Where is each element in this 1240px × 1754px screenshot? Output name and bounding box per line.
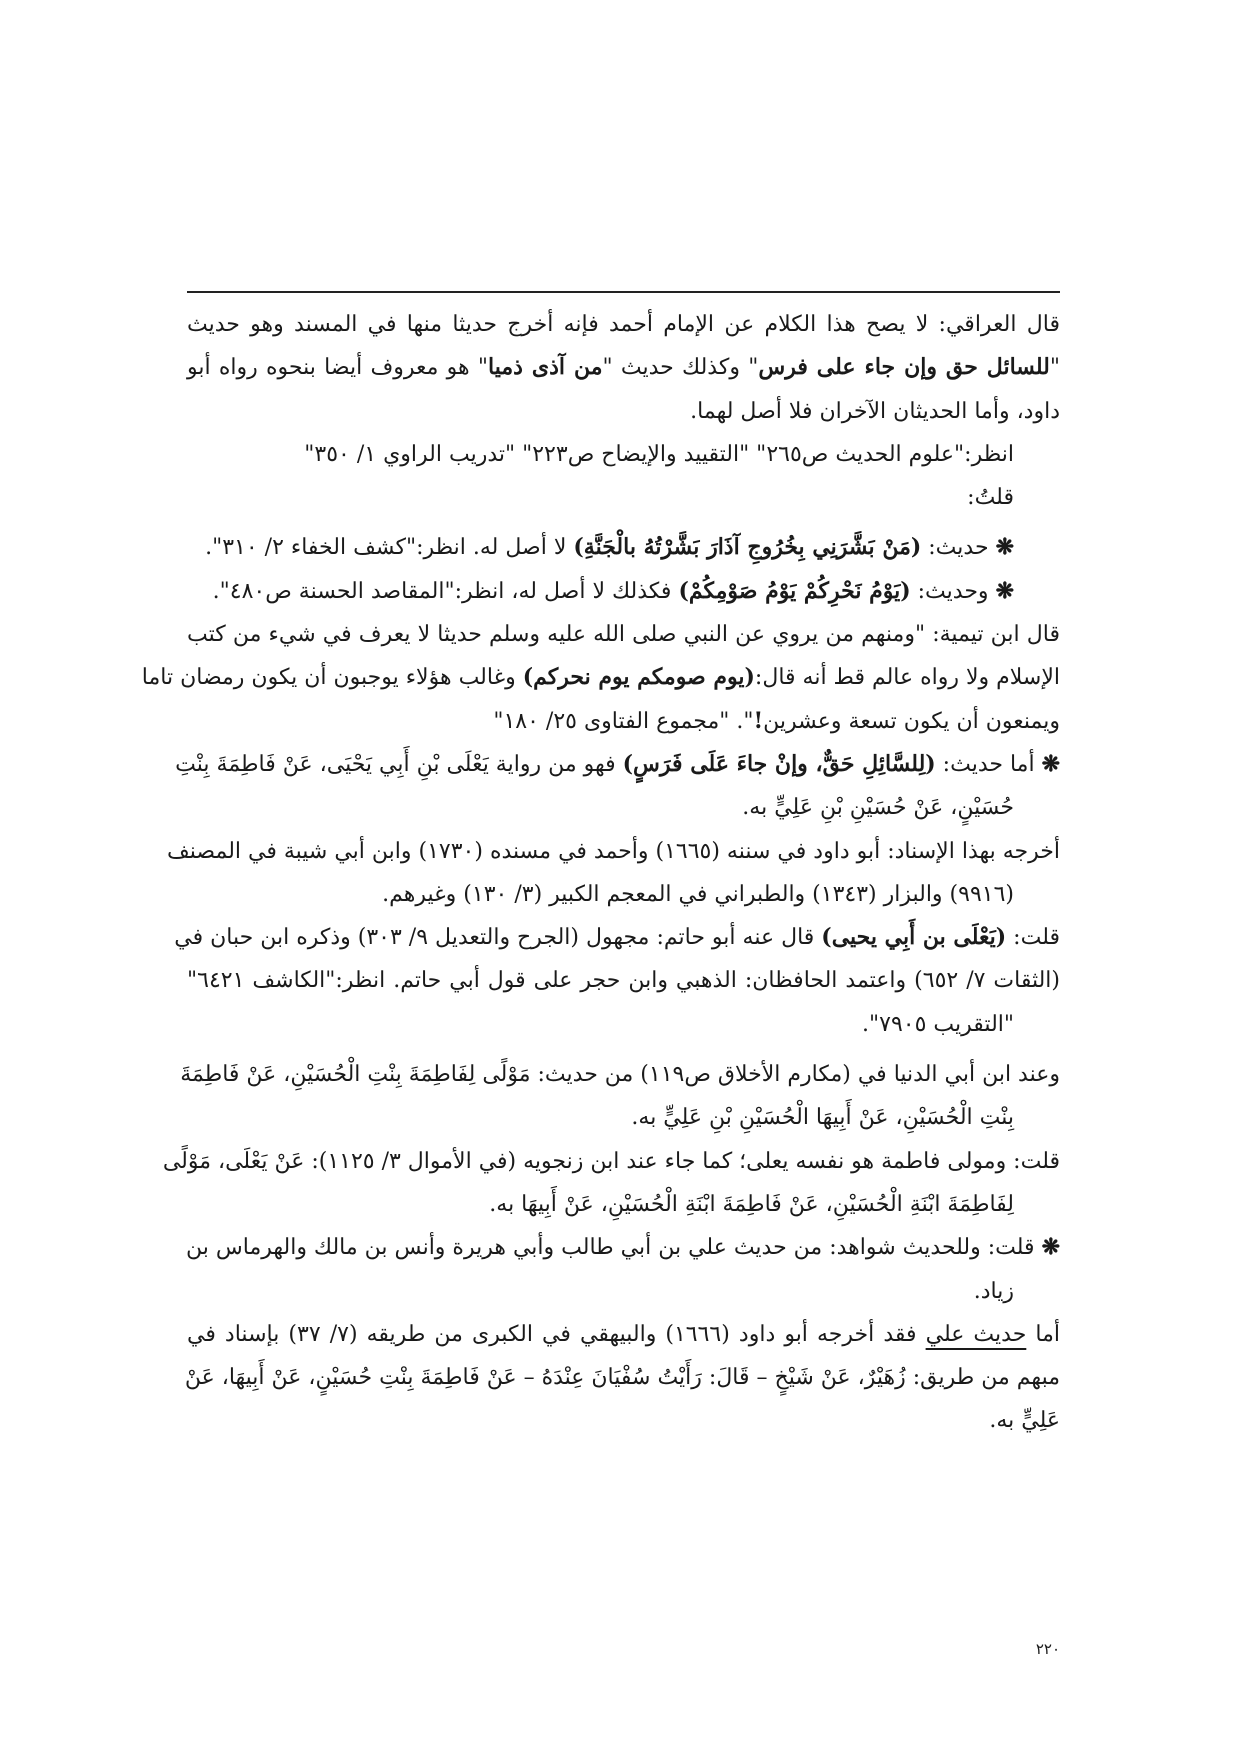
asterism-icon: ❋ [1041, 1234, 1060, 1261]
text-line: ❋ حديث: (مَنْ بَشَّرَنِي بِخُرُوجِ آذَارَ بَشَّرْتُهُ بالْجَنَّةِ) لا أصل له. انظر:"كشف الخفاء ٢/ ٣١٠". [205, 534, 1014, 561]
text-line: ويمنعون أن يكون تسعة وعشرين!". "مجموع الفتاوى ٢٥/ ١٨٠" [493, 707, 1060, 734]
text-line: قلت: ومولى فاطمة هو نفسه يعلى؛ كما جاء عند ابن زنجويه (في الأموال ٣/ ١١٢٥): عَنْ يَعْلَى، مَوْلًى [162, 1148, 1060, 1174]
text-line: داود، وأما الحديثان الآخران فلا أصل لهما. [690, 398, 1060, 424]
text-line: قال ابن تيمية: "ومنهم من يروي عن النبي صلى الله عليه وسلم حديثا لا يعرف في شيء من كتب [187, 622, 1060, 648]
text-line: وعند ابن أبي الدنيا في (مكارم الأخلاق ص١١٩) من حديث: مَوْلًى لِفَاطِمَةَ بِنْتِ الْحُسَيْنِ، عَنْ فَاطِمَةَ [180, 1062, 1060, 1088]
reference-line: انظر:"علوم الحديث ص٢٦٥" "التقييد والإيضاح ص٢٢٣" "تدريب الراوي ١/ ٣٥٠" [304, 441, 1014, 467]
hadith-title-bold: (لِلسَّائِلِ حَقٌّ، وإنْ جاءَ عَلَى فَرَسٍ) [622, 750, 936, 777]
asterism-icon: ❋ [1041, 750, 1060, 777]
text-line: الإسلام ولا رواه عالم قط أنه قال:(يوم صومكم يوم نحركم) وغالب هؤلاء يوجبون أن يكون رمضان تاما [141, 664, 1060, 691]
text-line: قال العراقي: لا يصح هذا الكلام عن الإمام أحمد فإنه أخرج حديثا منها في المسند وهو حديث [187, 312, 1060, 337]
text-line: عَلِيٍّ به. [989, 1408, 1060, 1434]
footnote-separator-rule [187, 291, 1060, 293]
hadith-title-bold: من آذى ذميا [488, 354, 603, 381]
text-line: أما حديث علي فقد أخرجه أبو داود (١٦٦٦) والبيهقي في الكبرى من طريقه (٧/ ٣٧) بإسناد في [187, 1321, 1060, 1347]
text-line: أخرجه بهذا الإسناد: أبو داود في سننه (١٦٦٥) وأحمد في مسنده (١٧٣٠) وابن أبي شيبة في المصنف [166, 838, 1060, 864]
text-line: ❋ وحديث: (يَوْمُ نَحْرِكُمْ يَوْمُ صَوْمِكُمْ) فكذلك لا أصل له، انظر:"المقاصد الحسنة ص٤٨٠". [212, 577, 1014, 604]
underlined-phrase: حديث علي [925, 1321, 1027, 1347]
exclamation-bold: ! [753, 707, 764, 734]
narrator-name-bold: (يَعْلَى بن أَبِي يحيى) [821, 924, 1007, 951]
text-line: ❋ قلت: وللحديث شواهد: من حديث علي بن أبي طالب وأبي هريرة وأنس بن مالك والهرماس بن [186, 1234, 1060, 1261]
text-line: زياد. [973, 1278, 1014, 1304]
hadith-title-bold: للسائل حق وإن جاء على فرس [758, 354, 1050, 381]
text-line: (٩٩١٦) والبزار (١٣٤٣) والطبراني في المعجم الكبير (٣/ ١٣٠) وغيرهم. [382, 881, 1014, 907]
asterism-icon: ❋ [995, 577, 1014, 604]
text-line: مبهم من طريق: زُهَيْرٌ، عَنْ شَيْخٍ – قَالَ: رَأَيْتُ سُفْيَانَ عِنْدَهُ – عَنْ فَاطِمَةَ بِنْتِ حُسَيْنٍ، عَنْ أَبِيهَا، عَنْ [184, 1365, 1060, 1391]
hadith-title-bold: (يَوْمُ نَحْرِكُمْ يَوْمُ صَوْمِكُمْ) [678, 577, 911, 604]
text-line: "التقريب ٧٩٠٥". [862, 1011, 1014, 1037]
text-line: ❋ أما حديث: (لِلسَّائِلِ حَقٌّ، وإنْ جاءَ عَلَى فَرَسٍ) فهو من رواية يَعْلَى بْنِ أَبِي يَحْيَى، عَنْ فَاطِمَةَ بِنْتِ [175, 750, 1060, 777]
qultu-heading: قلتُ: [967, 485, 1014, 511]
text-line: بِنْتِ الْحُسَيْنِ، عَنْ أَبِيهَا الْحُسَيْنِ بْنِ عَلِيٍّ به. [631, 1105, 1014, 1131]
text-line: (الثقات ٧/ ٦٥٢) واعتمد الحافظان: الذهبي وابن حجر على قول أبي حاتم. انظر:"الكاشف ٦٤٢١" [187, 968, 1061, 994]
page-number: ٢٢٠ [1035, 1640, 1060, 1658]
hadith-title-bold: (مَنْ بَشَّرَنِي بِخُرُوجِ آذَارَ بَشَّرْتُهُ بالْجَنَّةِ) [573, 534, 922, 561]
footnote-text-block [141, 303, 1061, 1443]
text-line: حُسَيْنٍ، عَنْ حُسَيْنِ بْنِ عَلِيٍّ به. [742, 795, 1014, 821]
text-line: قلت: (يَعْلَى بن أَبِي يحيى) قال عنه أبو حاتم: مجهول (الجرح والتعديل ٩/ ٣٠٣) وذكره ابن حبان في [174, 924, 1060, 951]
text-line: لِفَاطِمَةَ ابْنَةِ الْحُسَيْنِ، عَنْ فَاطِمَةَ ابْنَةِ الْحُسَيْنِ، عَنْ أَبِيهَا به. [489, 1191, 1014, 1217]
hadith-title-bold: (يوم صومكم يوم نحركم) [522, 664, 755, 691]
text-line: "للسائل حق وإن جاء على فرس" وكذلك حديث "من آذى ذميا" هو معروف أيضا بنحوه رواه أبو [187, 354, 1061, 381]
asterism-icon: ❋ [995, 534, 1014, 561]
